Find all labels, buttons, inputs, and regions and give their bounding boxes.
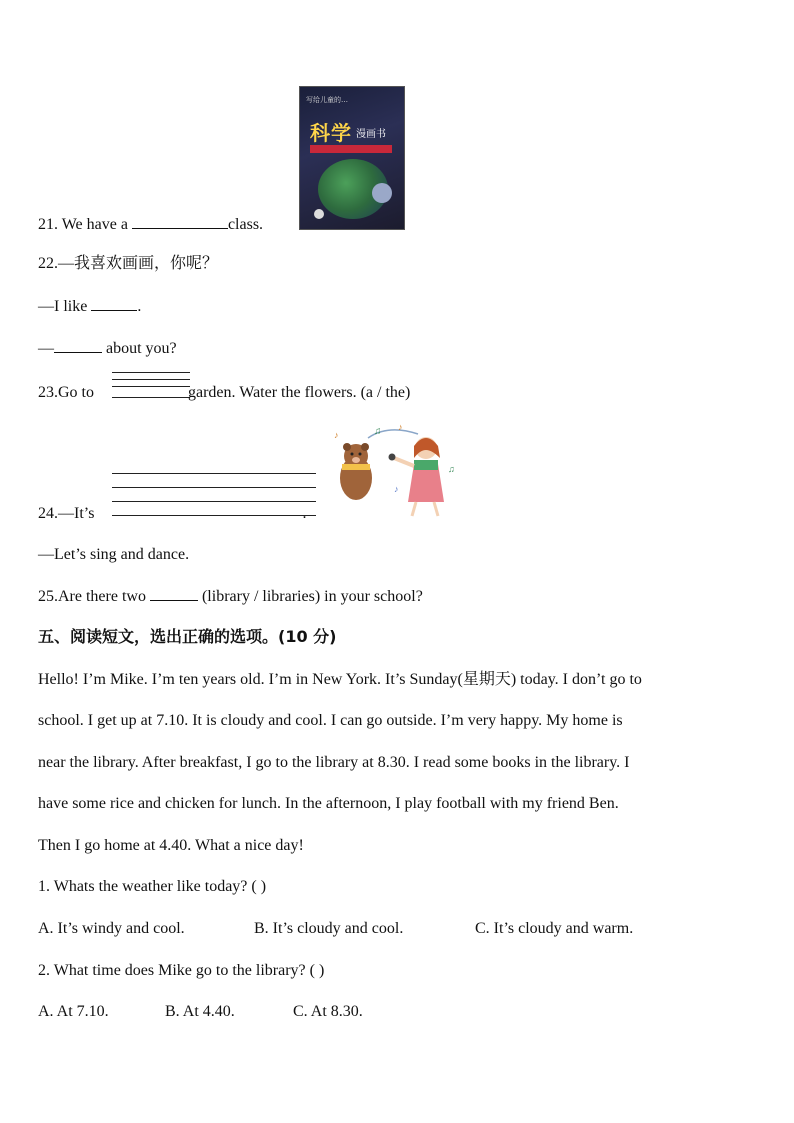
q22-line3-suffix: about you? (106, 340, 177, 357)
section5-heading: 五、阅读短文，选出正确的选项。(10 分) (38, 627, 337, 646)
reading-question-2: 2. What time does Mike go to the library? ( ) (38, 962, 325, 979)
svg-text:♪: ♪ (398, 422, 403, 432)
q21-prefix: 21. We have a (38, 216, 128, 233)
question-24 (38, 504, 306, 524)
q25-blank[interactable] (150, 586, 198, 601)
passage-line-2: school. I get up at 7.10. It is cloudy and cool. I can go outside. I’m very happy. My home is (38, 712, 623, 729)
question-23 (38, 383, 410, 403)
q21-suffix: class. (227, 216, 264, 233)
book-title: 科学 (310, 121, 352, 145)
book-subtitle: 漫画书 (356, 129, 386, 140)
q22-line1: 22.—我喜欢画画，你呢？ (38, 255, 219, 272)
q23-prefix: 23.Go to (38, 384, 94, 401)
q25-prefix: 25.Are there two (38, 588, 146, 605)
q22-blank-1[interactable] (91, 296, 137, 311)
q24-line2: —Let’s sing and dance. (38, 546, 190, 563)
singing-bear-girl-image (328, 420, 458, 522)
passage-line-4: have some rice and chicken for lunch. In the afternoon, I play football with my friend Ben. (38, 795, 619, 812)
q2-option-a[interactable]: A. At 7.10. (38, 1003, 109, 1020)
q1-option-b[interactable]: B. It’s cloudy and cool. (254, 920, 404, 937)
question-25 (38, 586, 423, 607)
q21-blank[interactable] (132, 214, 228, 229)
science-comic-book-image (299, 86, 405, 230)
q22-line2-prefix: —I like (38, 298, 88, 315)
q24-prefix: 24.—It’s (38, 505, 95, 522)
passage-line-3: near the library. After breakfast, I go to the library at 8.30. I read some books in the library. I (38, 754, 630, 771)
q1-option-c[interactable]: C. It’s cloudy and warm. (475, 920, 634, 937)
book-moon (372, 183, 392, 203)
svg-text:♫: ♫ (448, 464, 455, 474)
q22-line2 (38, 296, 141, 317)
svg-text:♪: ♪ (394, 484, 399, 494)
q2-option-c[interactable]: C. At 8.30. (293, 1003, 363, 1020)
reading-question-1: 1. Whats the weather like today? ( ) (38, 878, 267, 895)
question-21 (38, 214, 263, 235)
q22-blank-2[interactable] (54, 338, 102, 353)
q22-line3-prefix: — (38, 340, 54, 357)
book-topline: 写给儿童的… (306, 96, 348, 104)
q22-line3 (38, 338, 177, 359)
q25-suffix: (library / libraries) in your school? (201, 588, 423, 605)
q24-suffix: . (302, 505, 307, 522)
q2-option-b[interactable]: B. At 4.40. (165, 1003, 235, 1020)
book-badge (314, 209, 324, 219)
svg-text:♪: ♪ (334, 430, 339, 440)
svg-text:♫: ♫ (374, 426, 382, 437)
passage-line-1: Hello! I’m Mike. I’m ten years old. I’m in New York. It’s Sunday(星期天) today. I don’t go to (38, 671, 642, 688)
book-band (310, 145, 392, 153)
q22-line2-suffix: . (137, 298, 142, 315)
passage-line-5: Then I go home at 4.40. What a nice day! (38, 837, 304, 854)
q1-option-a[interactable]: A. It’s windy and cool. (38, 920, 185, 937)
q23-suffix: garden. Water the flowers. (a / the) (188, 384, 411, 401)
